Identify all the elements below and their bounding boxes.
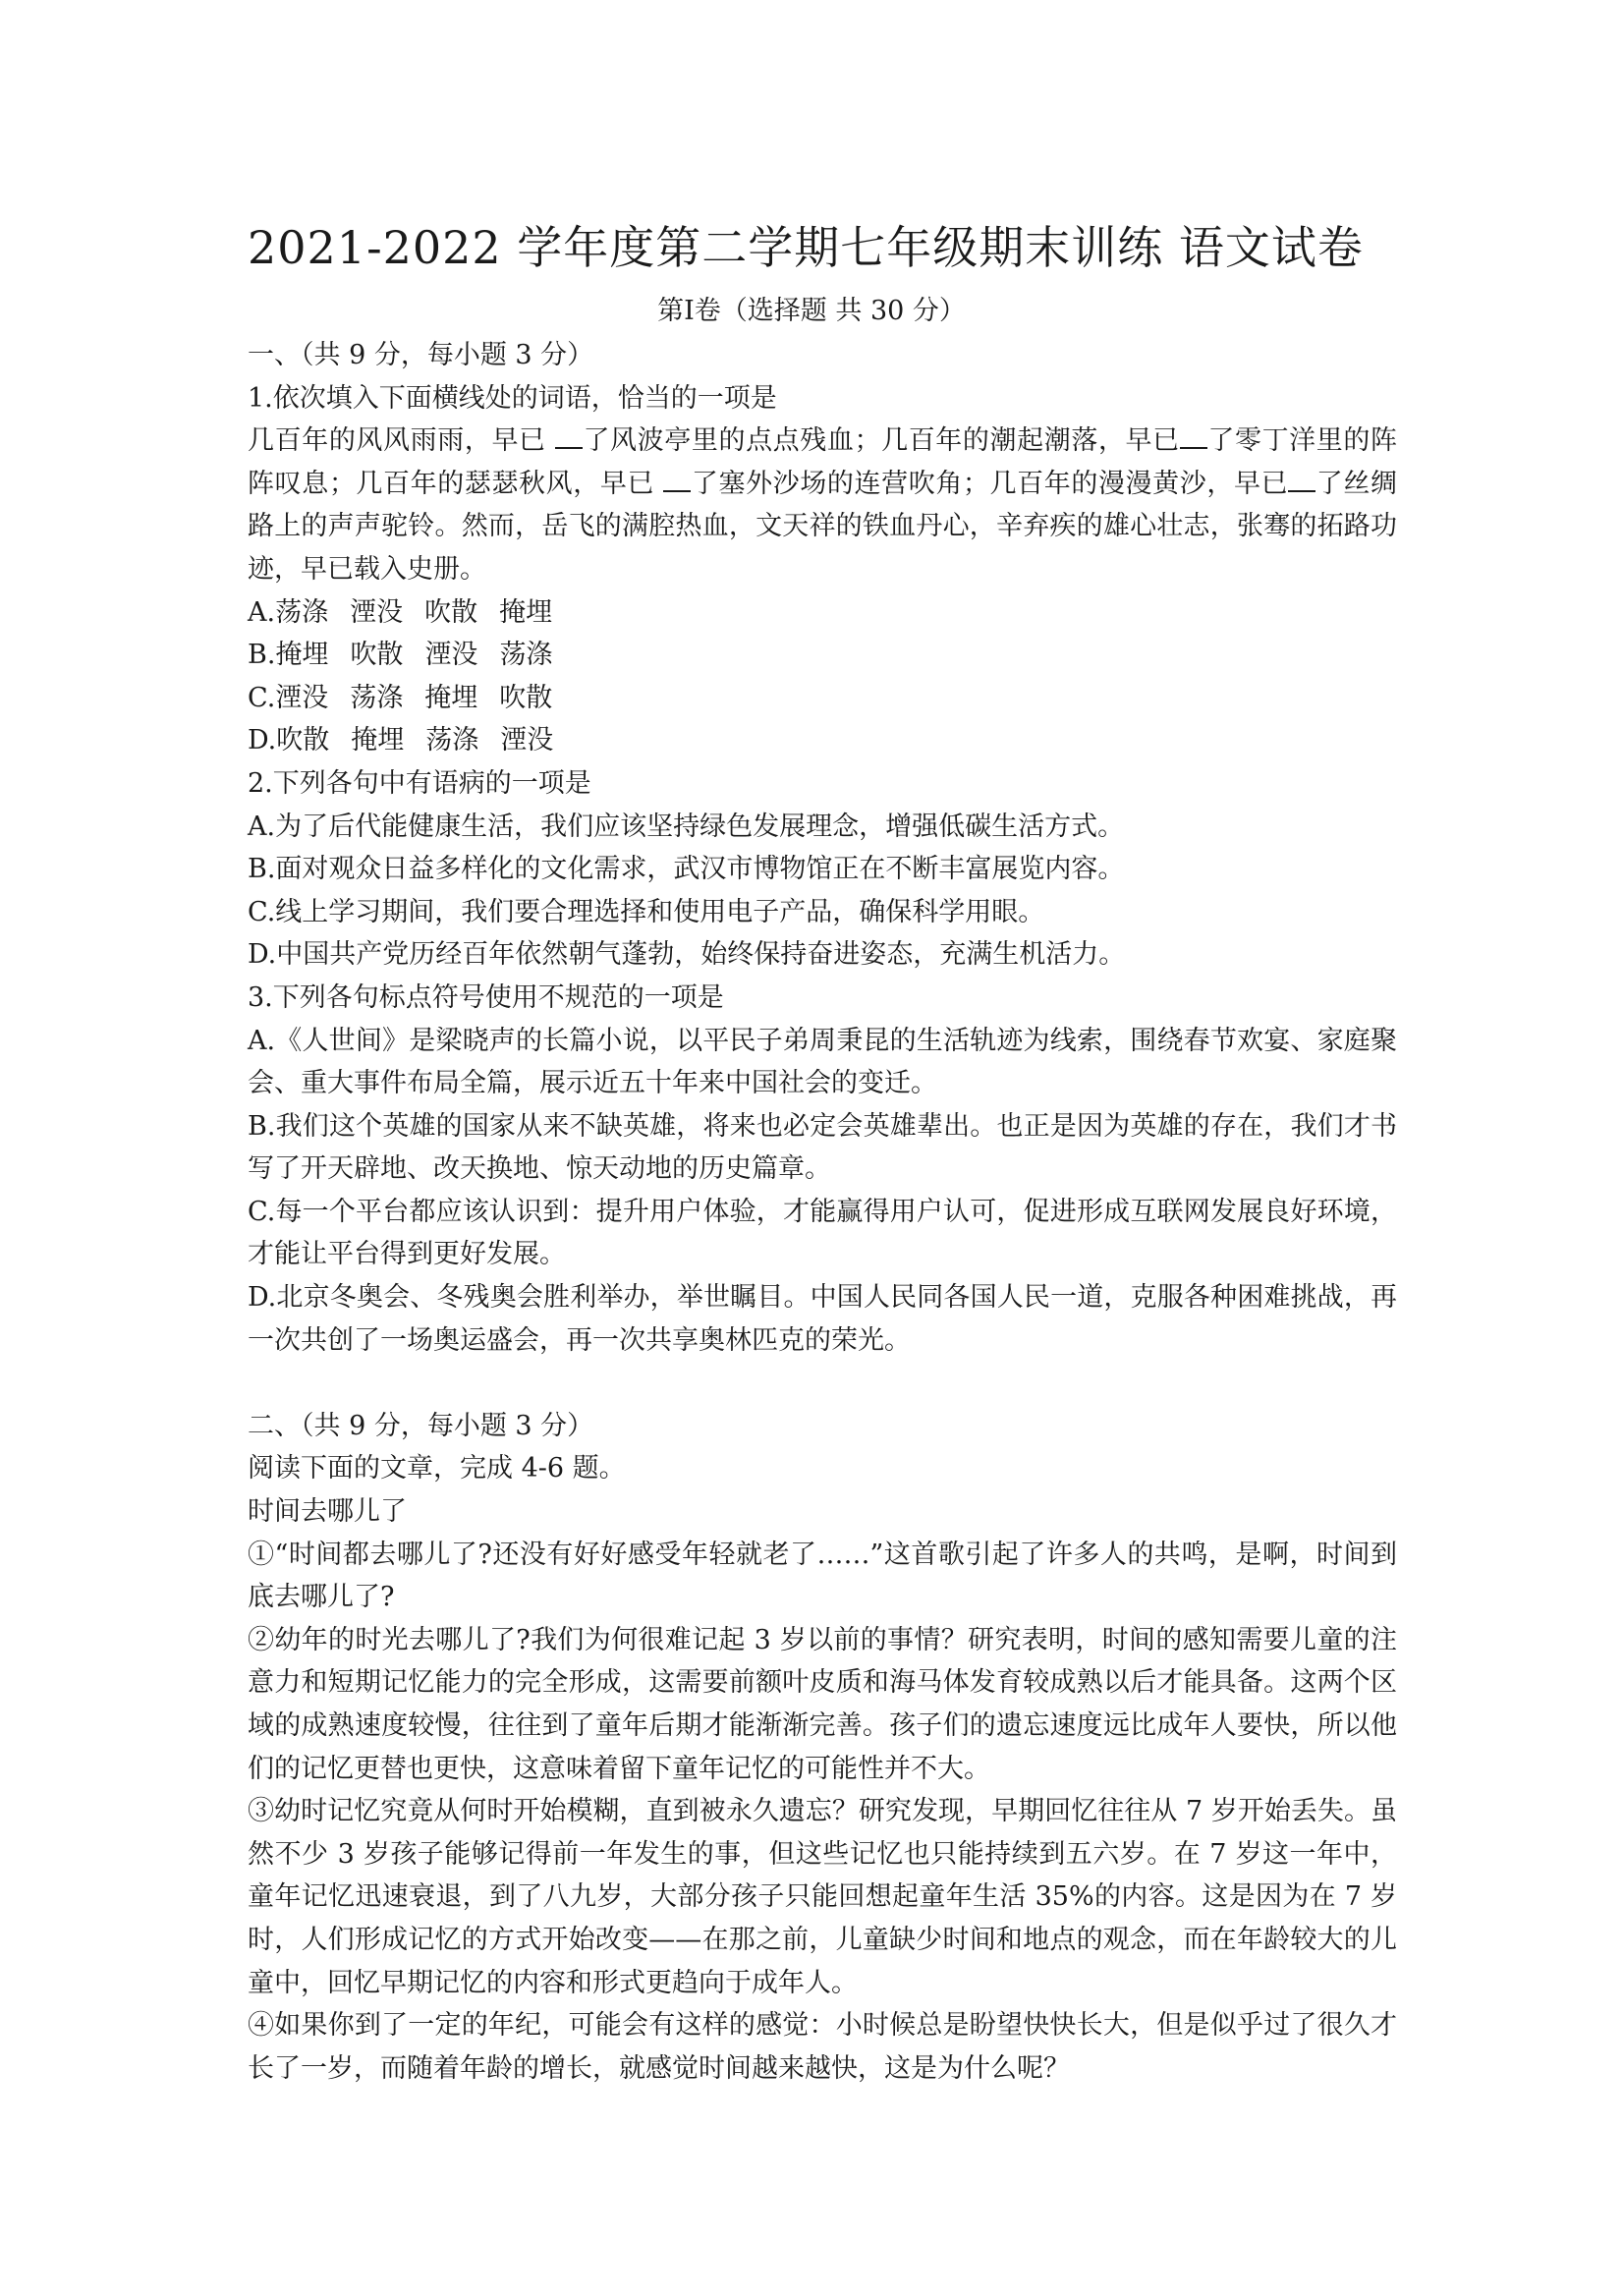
section1-header: 一、（共 9 分，每小题 3 分） [248,340,594,370]
option-word: 吹散 [350,640,404,671]
option-label: C. [248,682,276,713]
option-word: 湮没 [275,682,329,713]
answer-blank [663,469,691,492]
option-word: 吹散 [424,596,478,628]
option-word: 掩埋 [499,596,553,628]
q1-option-c [248,677,1397,720]
q3-option-c: C.每一个平台都应该认识到：提升用户体验，才能赢得用户认可，促进形成互联网发展良好环境，才能让平台得到更好发展。 [248,1196,1397,1270]
option-word: 吹散 [499,682,553,713]
paper-subtitle: 第Ⅰ卷（选择题 共 30 分） [657,296,966,326]
q1-passage-part: 了塞外沙场的连营吹角；几百年的漫漫黄沙，早已 [691,468,1289,499]
option-word: 湮没 [424,640,478,671]
article-title: 时间去哪儿了 [248,1496,407,1528]
option-word: 吹散 [276,725,330,756]
article-paragraph: ④如果你到了一定的年纪，可能会有这样的感觉：小时候总是盼望快快长大，但是似乎过了很久才长了一岁，而随着年龄的增长，就感觉时间越来越快，这是为什么呢？ [248,2010,1397,2084]
option-label: B. [248,640,276,671]
q1-passage [248,420,1397,590]
answer-blank [1288,469,1315,492]
section-spacer [248,1362,1397,1405]
option-label: A. [248,596,276,628]
option-word: 荡涤 [350,682,404,713]
q1-passage-part: 了丝绸路上的声声驼铃。然而，岳飞的满腔热血，文天祥的铁血丹心，辛弃疾的雄心壮志，张骞的拓路功迹，早已载入史册。 [248,468,1398,585]
q1-option-d [248,719,1397,762]
answer-blank [555,425,583,449]
q2-stem: 2.下列各句中有语病的一项是 [248,767,591,799]
q3-stem: 3.下列各句标点符号使用不规范的一项是 [248,981,724,1013]
q1-passage-part: 几百年的风风雨雨，早已 [248,425,555,457]
option-word: 掩埋 [424,682,478,713]
option-label: D. [248,725,277,756]
q1-passage-part: 了风波亭里的点点残血；几百年的潮起潮落，早已 [582,425,1180,457]
exam-title: 2021-2022 学年度第二学期七年级期末训练 语文试卷 [248,221,1364,274]
q1-option-a [248,591,1397,635]
article-paragraph: ③幼时记忆究竟从何时开始模糊，直到被永久遗忘？研究发现，早期回忆往往从 7 岁开始丢失。虽然不少 3 岁孩子能够记得前一年发生的事，但这些记忆也只能持续到五六岁。在 7 岁这一年中，童年记忆迅速衰退，到了八九岁，大部分孩子只能回想起童年生活 35%的内容。这是因为在 7 岁时，人们形成记忆的方式开始改变——在那之前，儿童缺少时间和地点的观念，而在年龄较大的儿童中，回忆早期记忆的内容和形式更趋向于成年人。 [248,1796,1397,1998]
option-word: 湮没 [350,596,404,628]
section2-instruction: 阅读下面的文章，完成 4-6 题。 [248,1453,626,1484]
q3-option-d: D.北京冬奥会、冬残奥会胜利举办，举世瞩目。中国人民同各国人民一道，克服各种困难挑战，再一次共创了一场奥运盛会，再一次共享奥林匹克的荣光。 [248,1282,1397,1356]
answer-blank [1180,425,1207,449]
section2-header: 二、（共 9 分，每小题 3 分） [248,1410,594,1441]
option-word: 掩埋 [275,640,329,671]
q3-option-b: B.我们这个英雄的国家从来不缺英雄，将来也必定会英雄辈出。也正是因为英雄的存在，我们才书写了开天辟地、改天换地、惊天动地的历史篇章。 [248,1110,1397,1185]
q2-option-b: B.面对观众日益多样化的文化需求，武汉市博物馆正在不断丰富展览内容。 [248,854,1125,885]
option-word: 荡涤 [425,725,479,756]
option-word: 荡涤 [499,640,553,671]
q1-passage-part: 了零丁洋里的阵阵叹息；几百年的瑟瑟秋风，早已 [248,425,1397,499]
option-word: 荡涤 [275,596,329,628]
q2-option-d: D.中国共产党历经百年依然朝气蓬勃，始终保持奋进姿态，充满生机活力。 [248,939,1126,971]
article-paragraph: ②幼年的时光去哪儿了?我们为何很难记起 3 岁以前的事情？研究表明，时间的感知需要儿童的注意力和短期记忆能力的完全形成，这需要前额叶皮质和海马体发育较成熟以后才能具备。这两个区域的成熟速度较慢，往往到了童年后期才能渐渐完善。孩子们的遗忘速度远比成年人要快，所以他们的记忆更替也更快，这意味着留下童年记忆的可能性并不大。 [248,1624,1397,1784]
exam-body [248,334,1397,2090]
q2-option-a: A.为了后代能健康生活，我们应该坚持绿色发展理念，增强低碳生活方式。 [248,811,1125,842]
q2-option-c: C.线上学习期间，我们要合理选择和使用电子产品，确保科学用眼。 [248,896,1045,927]
q1-option-b [248,634,1397,677]
q3-option-a: A.《人世间》是梁晓声的长篇小说，以平民子弟周秉昆的生活轨迹为线索，围绕春节欢宴、家庭聚会、重大事件布局全篇，展示近五十年来中国社会的变迁。 [248,1025,1397,1099]
option-word: 掩埋 [351,725,405,756]
article-paragraph: ①“时间都去哪儿了?还没有好好感受年轻就老了……”这首歌引起了许多人的共鸣，是啊，时间到底去哪儿了? [248,1539,1397,1613]
q1-stem: 1.依次填入下面横线处的词语，恰当的一项是 [248,382,777,414]
option-word: 湮没 [500,725,554,756]
